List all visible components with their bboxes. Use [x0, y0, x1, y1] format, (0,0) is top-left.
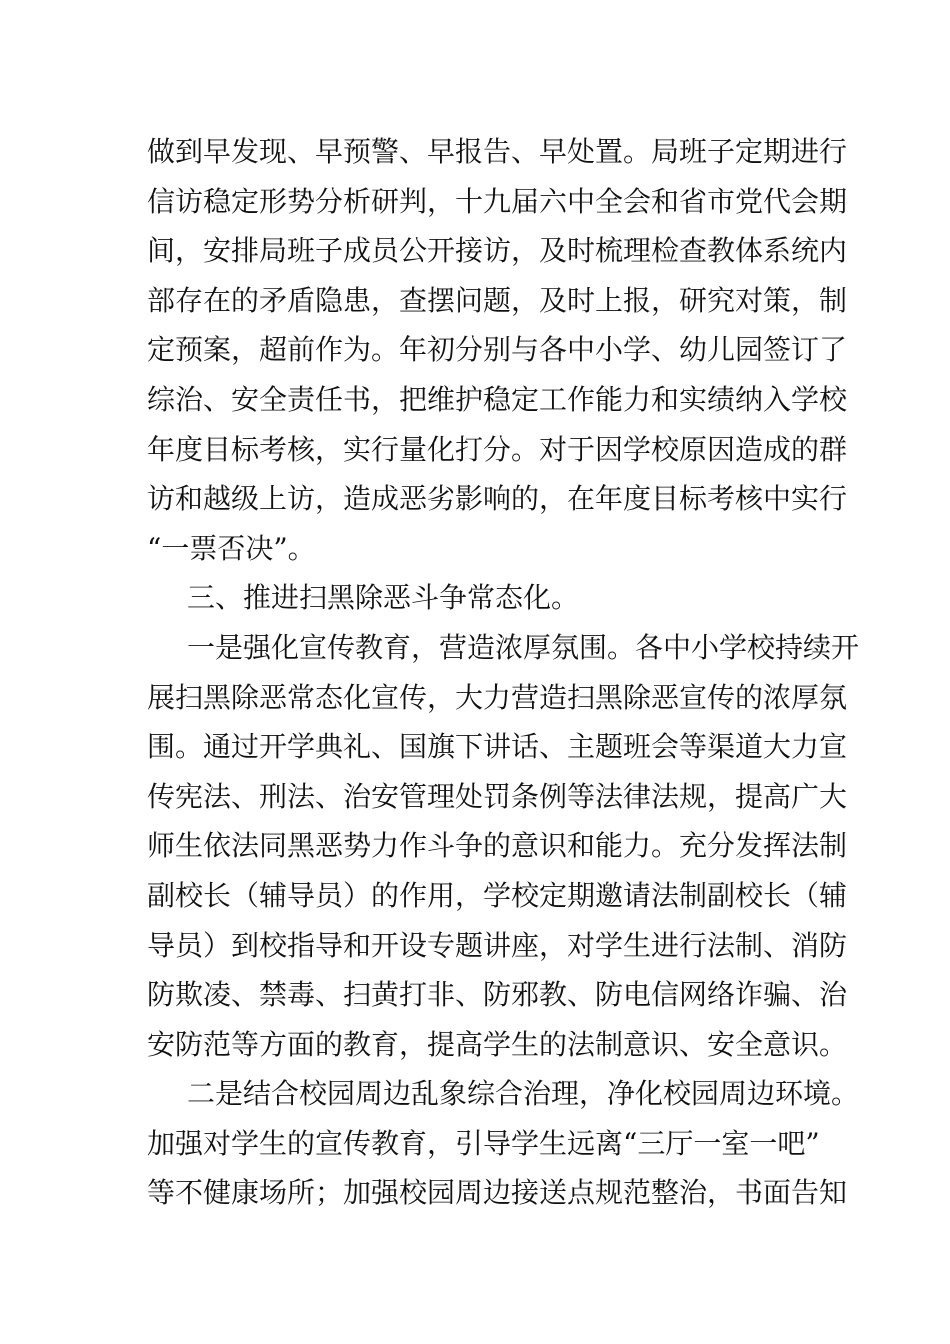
text-line: 访和越级上访，造成恶劣影响的，在年度目标考核中实行 [147, 482, 848, 516]
section-heading [147, 573, 807, 623]
text-line: 副校长（辅导员）的作用，学校定期邀请法制副校长（辅 [147, 878, 848, 912]
text-line: 年度目标考核，实行量化打分。对于因学校原因造成的群 [147, 432, 848, 466]
paragraph-1 [147, 127, 848, 573]
text-line: “一票否决”。 [147, 531, 316, 565]
text-line: 展扫黑除恶常态化宣传，大力营造扫黑除恶宣传的浓厚氛 [147, 680, 848, 714]
text-line: 师生依法同黑恶势力作斗争的意识和能力。充分发挥法制 [147, 829, 848, 863]
section-heading-text: 三、推进扫黑除恶斗争常态化。 [187, 581, 580, 615]
text-line: 导员）到校指导和开设专题讲座，对学生进行法制、消防 [147, 928, 848, 962]
text-line: 等不健康场所；加强校园周边接送点规范整治，书面告知 [147, 1176, 848, 1210]
text-line: 间，安排局班子成员公开接访，及时梳理检查教体系统内 [147, 234, 848, 268]
text-line: 综治、安全责任书，把维护稳定工作能力和实绩纳入学校 [147, 382, 848, 416]
text-line: 部存在的矛盾隐患，查摆问题，及时上报，研究对策，制 [147, 283, 848, 317]
text-line: 信访稳定形势分析研判，十九届六中全会和省市党代会期 [147, 184, 848, 218]
text-line: 围。通过开学典礼、国旗下讲话、主题班会等渠道大力宣 [147, 730, 848, 764]
text-line: 一是强化宣传教育，营造浓厚氛围。各中小学校持续开 [187, 630, 860, 664]
text-line: 传宪法、刑法、治安管理处罚条例等法律法规，提高广大 [147, 779, 848, 813]
text-line: 定预案，超前作为。年初分别与各中小学、幼儿园签订了 [147, 333, 848, 367]
text-line: 安防范等方面的教育，提高学生的法制意识、安全意识。 [147, 1027, 848, 1061]
text-line: 加强对学生的宣传教育，引导学生远离“三厅一室一吧” [147, 1126, 820, 1160]
paragraph-3 [147, 623, 860, 1069]
text-line: 防欺凌、禁毒、扫黄打非、防邪教、防电信网络诈骗、治 [147, 978, 848, 1012]
text-line: 做到早发现、早预警、早报告、早处置。局班子定期进行 [147, 135, 848, 168]
paragraph-4 [147, 1069, 860, 1218]
document-body [147, 127, 860, 1218]
text-line: 二是结合校园周边乱象综合治理，净化校园周边环境。 [187, 1077, 860, 1111]
